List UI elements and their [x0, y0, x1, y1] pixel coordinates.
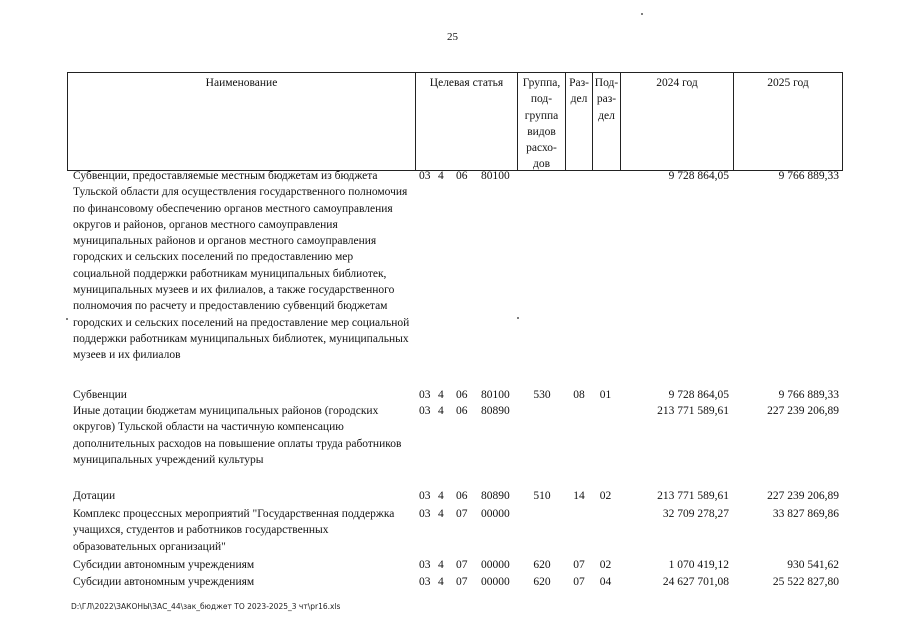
code-type: 4 [438, 559, 444, 571]
header-section: Раз- дел [569, 77, 589, 106]
code-type: 4 [438, 508, 444, 520]
row-name: Субвенции [73, 389, 127, 401]
code-program: 03 [419, 389, 431, 401]
value-2025: 9 766 889,33 [778, 389, 839, 401]
code-program: 03 [419, 508, 431, 520]
row-name: Дотации [73, 490, 116, 502]
table-row [0, 168, 905, 378]
table-row [0, 506, 905, 556]
row-name: Комплекс процессных мероприятий "Государственная поддержка учащихся, студентов и работников государственных образовательных организаций" [73, 508, 395, 553]
subsection-code: 02 [599, 490, 612, 502]
code-subprogram: 07 [456, 559, 468, 571]
value-2024: 1 070 419,12 [668, 559, 729, 571]
section-code: 14 [573, 490, 585, 502]
header-name: Наименование [205, 77, 278, 89]
row-name: Субвенции, предоставляемые местным бюджетам из бюджета Тульской области для осуществления государственного полномочия по финансовому обеспечению органов местного самоуправления округов и районов, органов местного самоуправления муниципальных районов и органов местного самоуправления городских и сельских поселений по предоставлению мер социальной поддержки работникам муниципальных библиотек, муниципальных музеев и их филиалов, а также государственного полномочия по расчету и предоставлению субвенций бюджетам городских и сельских поселений на предоставление мер социальной поддержки работникам муниципальных библиотек, муниципальных музеев и их филиалов [73, 170, 410, 362]
value-2024: 24 627 701,08 [662, 576, 729, 588]
value-2025: 227 239 206,89 [767, 490, 839, 502]
table-row [0, 488, 905, 505]
row-name: Субсидии автономным учреждениям [73, 576, 255, 588]
section-code: 08 [573, 389, 585, 401]
code-subprogram: 06 [456, 490, 468, 502]
value-2025: 33 827 869,86 [772, 508, 839, 520]
code-program: 03 [419, 170, 431, 182]
value-2024: 9 728 864,05 [668, 170, 729, 182]
group-code: 620 [533, 559, 551, 571]
value-2025: 25 522 827,80 [772, 576, 839, 588]
code-subprogram: 06 [456, 405, 468, 417]
code-type: 4 [438, 576, 444, 588]
value-2024: 213 771 589,61 [657, 490, 729, 502]
code-direction: 80890 [481, 490, 510, 502]
code-direction: 80100 [481, 389, 510, 401]
row-name: Иные дотации бюджетам муниципальных районов (городских округов) Тульской области на частичную компенсацию дополнительных расходов на повышение оплаты труда работников муниципальных учреждений культуры [73, 405, 402, 466]
subsection-code: 02 [599, 559, 612, 571]
code-type: 4 [438, 490, 444, 502]
code-type: 4 [438, 389, 444, 401]
table-row [0, 574, 905, 591]
code-subprogram: 07 [456, 508, 468, 520]
code-direction: 00000 [481, 559, 510, 571]
subsection-code: 04 [599, 576, 612, 588]
row-name: Субсидии автономным учреждениям [73, 559, 255, 571]
code-direction: 00000 [481, 508, 510, 520]
value-2024: 9 728 864,05 [668, 389, 729, 401]
scan-speck [517, 317, 519, 319]
scan-speck [66, 318, 68, 320]
header-group: Группа, под- группа видов расхо- дов [522, 77, 561, 171]
group-code: 620 [533, 576, 551, 588]
value-2024: 32 709 278,27 [662, 508, 729, 520]
table-header [67, 72, 843, 171]
header-2024: 2024 год [656, 77, 698, 89]
code-subprogram: 07 [456, 576, 468, 588]
file-path-footer: D:\ГЛ\2022\ЗАКОНЫ\ЗАС_44\зак_бюджет ТО 2023-2025_3 чт\pr16.xls [71, 602, 341, 611]
section-code: 07 [573, 559, 585, 571]
code-program: 03 [419, 490, 431, 502]
code-program: 03 [419, 559, 431, 571]
group-code: 530 [533, 389, 551, 401]
code-direction: 80100 [481, 170, 510, 182]
group-code: 510 [533, 490, 551, 502]
code-type: 4 [438, 405, 444, 417]
value-2025: 930 541,62 [787, 559, 839, 571]
section-code: 07 [573, 576, 585, 588]
value-2025: 227 239 206,89 [767, 405, 839, 417]
subsection-code: 01 [599, 389, 612, 401]
code-type: 4 [438, 170, 444, 182]
header-2025: 2025 год [767, 77, 809, 89]
scan-speck [641, 13, 643, 15]
code-subprogram: 06 [456, 170, 468, 182]
table-row [0, 387, 905, 404]
code-direction: 00000 [481, 576, 510, 588]
table-row [0, 403, 905, 469]
header-target: Целевая статья [429, 77, 504, 89]
header-subsection: Под- раз- дел [594, 77, 619, 122]
code-program: 03 [419, 576, 431, 588]
value-2025: 9 766 889,33 [778, 170, 839, 182]
table-row [0, 557, 905, 574]
code-subprogram: 06 [456, 389, 468, 401]
code-direction: 80890 [481, 405, 510, 417]
code-program: 03 [419, 405, 431, 417]
value-2024: 213 771 589,61 [657, 405, 729, 417]
page-number: 25 [447, 31, 458, 43]
